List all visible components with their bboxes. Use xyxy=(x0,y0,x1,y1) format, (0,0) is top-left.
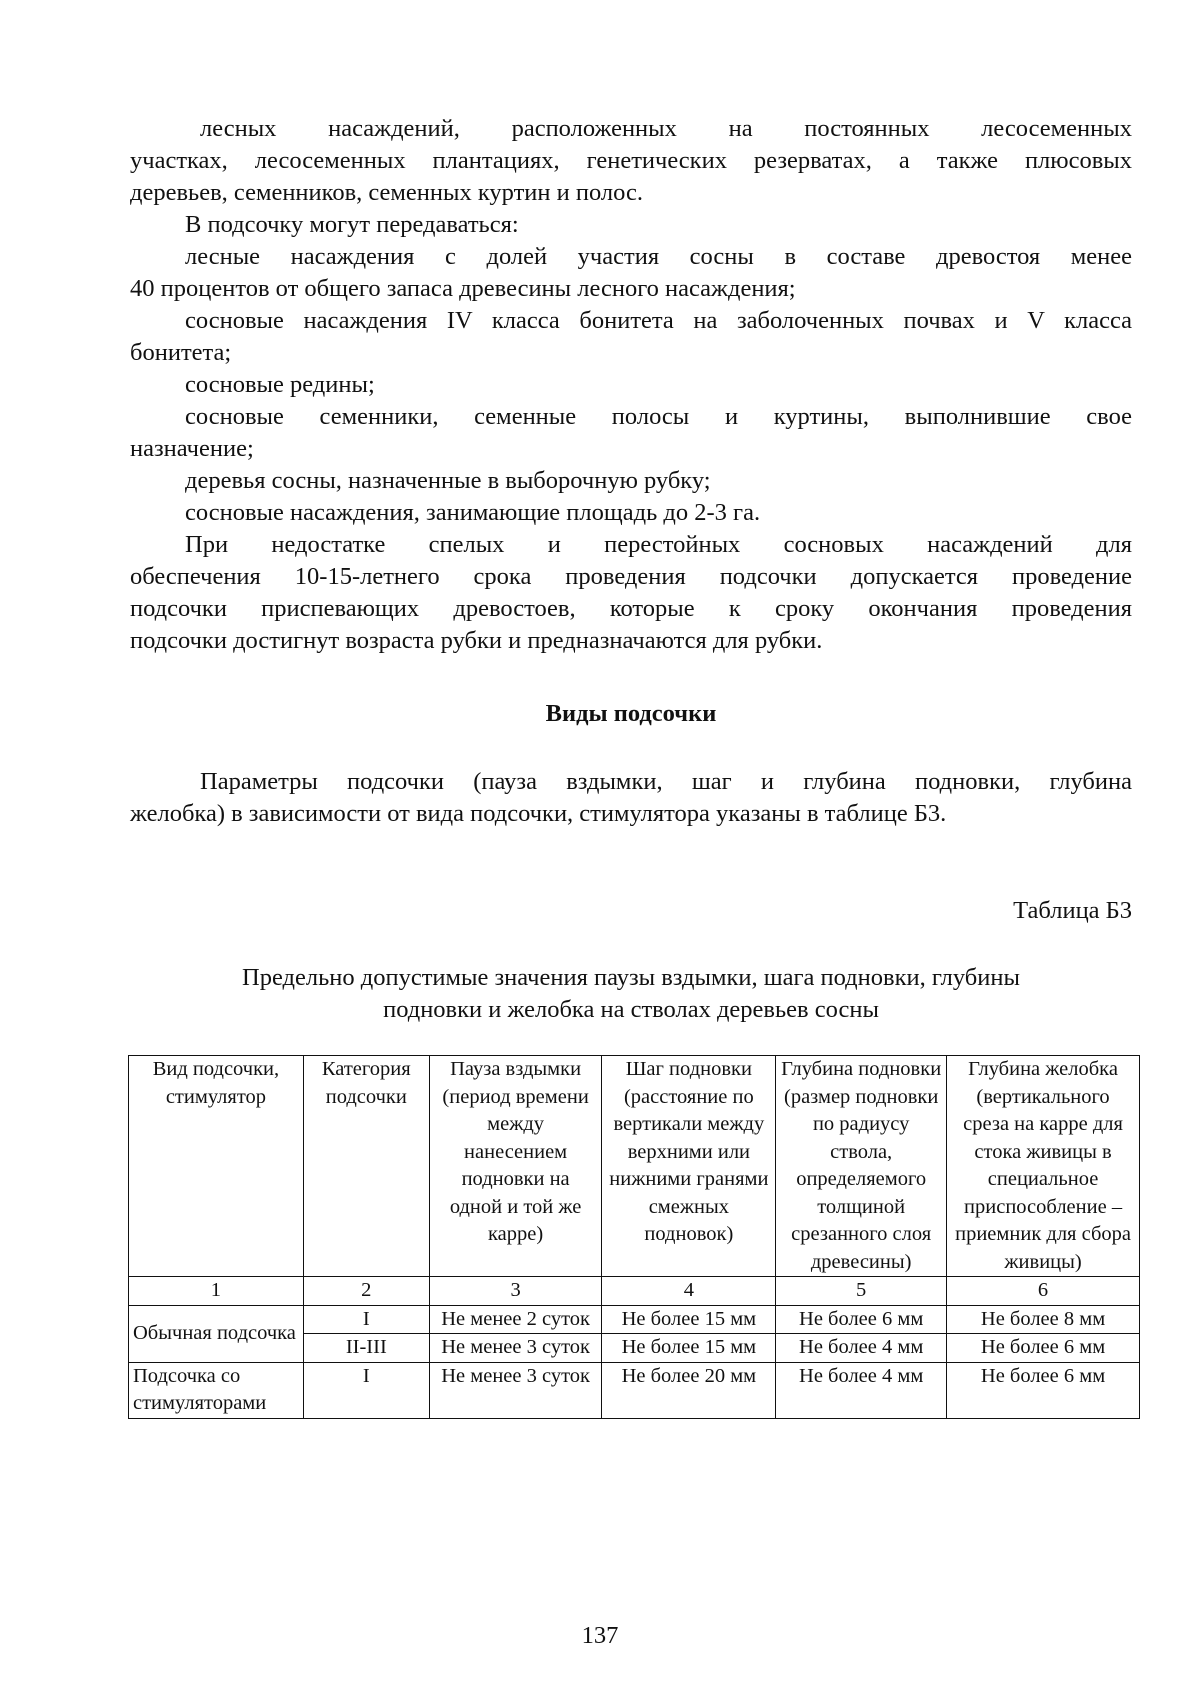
category-cell: I xyxy=(303,1305,429,1334)
step-cell: Не более 20 мм xyxy=(602,1362,776,1418)
groove-cell: Не более 8 мм xyxy=(947,1305,1140,1334)
step-cell: Не более 15 мм xyxy=(602,1305,776,1334)
body-line: При недостатке спелых и перестойных сосновых насаждений для xyxy=(185,531,1132,558)
column-number: 4 xyxy=(602,1277,776,1306)
table-row xyxy=(129,1305,1140,1334)
category-cell: I xyxy=(303,1362,429,1418)
header-cell: Шаг подновки (расстояние по вертикали между верхними или нижними гранями смежных подновок) xyxy=(602,1056,776,1277)
table-caption-line: Предельно допустимые значения паузы вздымки, шага подновки, глубины xyxy=(242,964,1020,991)
table-header-row xyxy=(129,1056,1140,1277)
step-cell: Не более 15 мм xyxy=(602,1334,776,1363)
header-cell: Вид подсочки, стимулятор xyxy=(129,1056,304,1277)
category-cell: II-III xyxy=(303,1334,429,1363)
table-caption-line: подновки и желобка на стволах деревьев сосны xyxy=(383,996,879,1023)
page-number: 137 xyxy=(581,1622,619,1649)
depth-cell: Не более 6 мм xyxy=(776,1305,947,1334)
body-line: подсочки приспевающих древостоев, которые к сроку окончания проведения xyxy=(130,595,1132,622)
body-line: сосновые насаждения, занимающие площадь до 2-3 га. xyxy=(185,499,761,526)
body-line: сосновые семенники, семенные полосы и куртины, выполнившие свое xyxy=(185,403,1132,430)
depth-cell: Не более 4 мм xyxy=(776,1362,947,1418)
table-label: Таблица Б3 xyxy=(1013,897,1132,924)
table-row xyxy=(129,1362,1140,1418)
column-number: 1 xyxy=(129,1277,304,1306)
body-line: деревьев, семенников, семенных куртин и полос. xyxy=(130,179,644,206)
pause-cell: Не менее 3 суток xyxy=(429,1334,602,1363)
pause-cell: Не менее 2 суток xyxy=(429,1305,602,1334)
column-number-row xyxy=(129,1277,1140,1306)
column-number: 2 xyxy=(303,1277,429,1306)
body-line: В подсочку могут передаваться: xyxy=(185,211,519,238)
intro-line: Параметры подсочки (пауза вздымки, шаг и глубина подновки, глубина xyxy=(200,768,1132,795)
groove-cell: Не более 6 мм xyxy=(947,1334,1140,1363)
body-line: 40 процентов от общего запаса древесины лесного насаждения; xyxy=(130,275,796,302)
column-number: 6 xyxy=(947,1277,1140,1306)
body-line: лесные насаждения с долей участия сосны в составе древостоя менее xyxy=(185,243,1132,270)
type-cell: Обычная подсочка xyxy=(129,1305,304,1362)
body-line: сосновые насаждения IV класса бонитета на заболоченных почвах и V класса xyxy=(185,307,1132,334)
body-line: назначение; xyxy=(130,435,254,462)
pause-cell: Не менее 3 суток xyxy=(429,1362,602,1418)
header-cell: Категория подсочки xyxy=(303,1056,429,1277)
header-cell: Пауза вздымки (период времени между нанесением подновки на одной и той же карре) xyxy=(429,1056,602,1277)
column-number: 5 xyxy=(776,1277,947,1306)
header-cell: Глубина желобка (вертикального среза на карре для стока живицы в специальное приспособление – приемник для сбора живицы) xyxy=(947,1056,1140,1277)
header-cell: Глубина подновки (размер подновки по радиусу ствола, определяемого толщиной срезанного слоя древесины) xyxy=(776,1056,947,1277)
body-line: лесных насаждений, расположенных на постоянных лесосеменных xyxy=(200,115,1132,142)
intro-line: желобка) в зависимости от вида подсочки, стимулятора указаны в таблице Б3. xyxy=(130,800,947,827)
body-line: сосновые редины; xyxy=(185,371,375,398)
section-heading: Виды подсочки xyxy=(545,700,717,727)
body-line: обеспечения 10-15-летнего срока проведения подсочки допускается проведение xyxy=(130,563,1132,590)
groove-cell: Не более 6 мм xyxy=(947,1362,1140,1418)
type-cell: Подсочка со стимуляторами xyxy=(129,1362,304,1418)
body-line: участках, лесосеменных плантациях, генетических резерватах, а также плюсовых xyxy=(130,147,1132,174)
body-line: бонитета; xyxy=(130,339,232,366)
body-line: подсочки достигнут возраста рубки и предназначаются для рубки. xyxy=(130,627,823,654)
depth-cell: Не более 4 мм xyxy=(776,1334,947,1363)
column-number: 3 xyxy=(429,1277,602,1306)
body-line: деревья сосны, назначенные в выборочную рубку; xyxy=(185,467,711,494)
parameters-table xyxy=(128,1055,1140,1419)
